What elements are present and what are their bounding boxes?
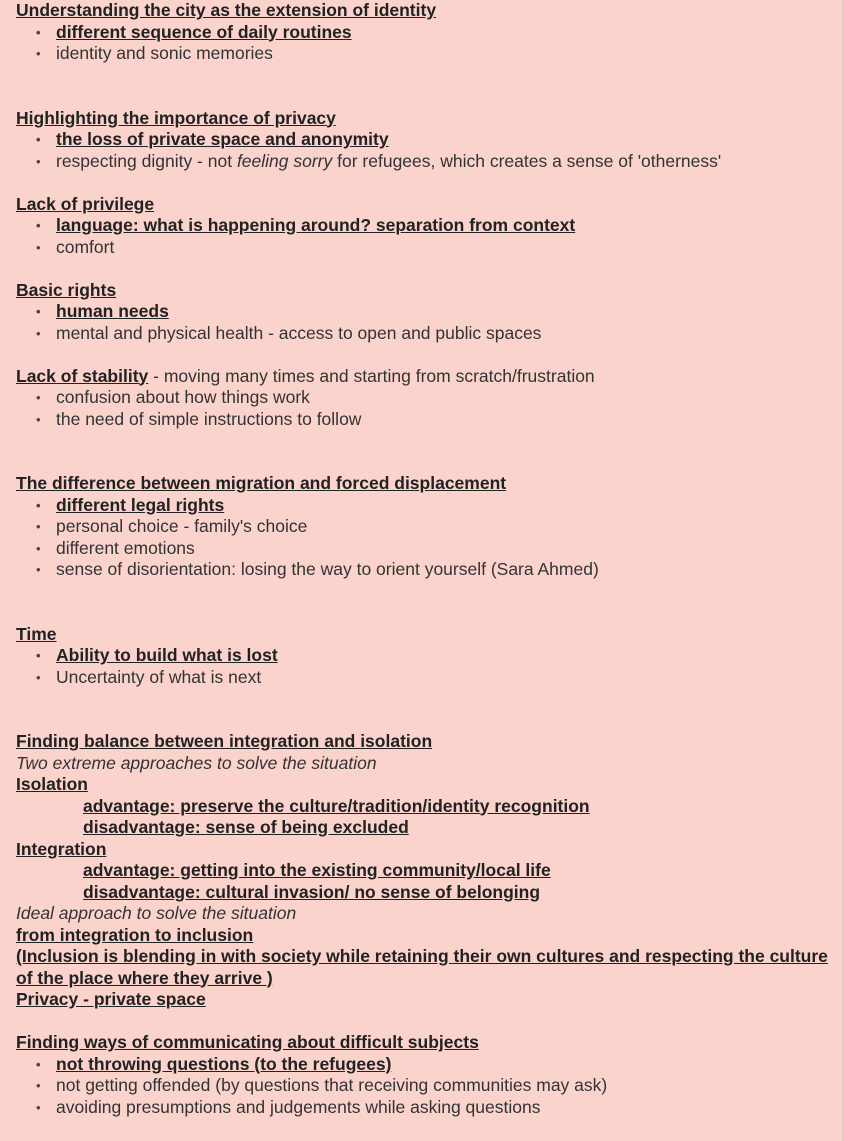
list-item: • personal choice - family's choice xyxy=(16,516,834,538)
bullet-list xyxy=(16,645,834,688)
isolation-advantage: advantage: preserve the culture/tradition/identity recognition xyxy=(83,795,590,816)
list-item: • the loss of private space and anonymity xyxy=(16,129,834,151)
inclusion-note: (Inclusion is blending in with society while retaining their own cultures and respecting the culture of the place where they arrive ) xyxy=(16,946,828,988)
list-item: • the need of simple instructions to follow xyxy=(16,409,834,431)
list-item-text: for refugees, which creates a sense of 'otherness' xyxy=(332,150,722,171)
section-stability xyxy=(16,366,834,431)
list-item: • different legal rights xyxy=(16,495,834,517)
list-item: • not throwing questions (to the refugees) xyxy=(16,1054,834,1076)
section-privilege xyxy=(16,194,834,259)
bullet-list xyxy=(16,22,834,65)
list-item: • mental and physical health - access to open and public spaces xyxy=(16,323,834,345)
emphasis-text: feeling sorry xyxy=(236,150,333,171)
section-time xyxy=(16,624,834,689)
section-heading-line xyxy=(16,366,834,388)
section-heading: Finding ways of communicating about difficult subjects xyxy=(16,1032,479,1052)
bullet-list xyxy=(16,215,834,258)
section-privacy xyxy=(16,108,834,173)
bullet-list xyxy=(16,387,834,430)
section-basic-rights xyxy=(16,280,834,345)
section-migration xyxy=(16,473,834,581)
list-item: • confusion about how things work xyxy=(16,387,834,409)
section-heading: Lack of stability xyxy=(16,365,149,386)
integration-disadvantage: disadvantage: cultural invasion/ no sense of belonging xyxy=(83,881,541,902)
list-item: • different emotions xyxy=(16,538,834,560)
bullet-list xyxy=(16,129,834,172)
bullet-list xyxy=(16,301,834,344)
isolation-disadvantage: disadvantage: sense of being excluded xyxy=(83,817,409,837)
list-item: • not getting offended (by questions that receiving communities may ask) xyxy=(16,1075,834,1097)
list-item: • sense of disorientation: losing the way to orient yourself (Sara Ahmed) xyxy=(16,559,834,581)
list-item xyxy=(16,151,834,173)
section-heading: Time xyxy=(16,623,57,644)
list-item: • avoiding presumptions and judgements while asking questions xyxy=(16,1097,834,1119)
isolation-label: Isolation xyxy=(16,774,88,794)
bullet-list xyxy=(16,495,834,581)
section-heading: Lack of privilege xyxy=(16,193,155,214)
section-heading-rest: - moving many times and starting from scratch/frustration xyxy=(148,365,595,386)
list-item: • language: what is happening around? separation from context xyxy=(16,215,834,237)
section-heading: The difference between migration and forced displacement xyxy=(16,473,507,493)
privacy-text: Privacy - private space xyxy=(16,989,206,1009)
section-heading: Finding balance between integration and isolation xyxy=(16,731,433,751)
inclusion-text: from integration to inclusion xyxy=(16,924,254,945)
bullet-list xyxy=(16,1054,834,1119)
section-city-identity xyxy=(16,0,834,65)
list-item: • Uncertainty of what is next xyxy=(16,667,834,689)
section-balance xyxy=(16,731,834,1011)
list-item-text: respecting dignity - not xyxy=(56,150,237,171)
list-item: • different sequence of daily routines xyxy=(16,22,834,44)
list-item: • human needs xyxy=(16,301,834,323)
intro-text: Two extreme approaches to solve the situation xyxy=(16,752,377,773)
section-heading: Highlighting the importance of privacy xyxy=(16,107,336,128)
section-communicating xyxy=(16,1032,834,1118)
section-heading: Understanding the city as the extension of identity xyxy=(16,0,437,20)
list-item: • comfort xyxy=(16,237,834,259)
ideal-approach-text: Ideal approach to solve the situation xyxy=(16,903,297,923)
notes-document xyxy=(16,0,834,1118)
integration-advantage: advantage: getting into the existing community/local life xyxy=(83,860,551,880)
section-heading: Basic rights xyxy=(16,279,117,300)
list-item: • identity and sonic memories xyxy=(16,43,834,65)
integration-label: Integration xyxy=(16,838,107,859)
list-item: • Ability to build what is lost xyxy=(16,645,834,667)
